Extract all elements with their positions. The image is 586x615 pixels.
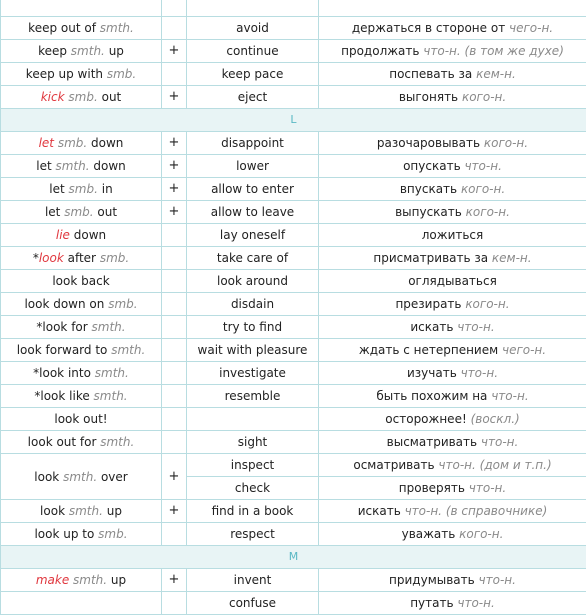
- text-segment: разочаровывать: [377, 136, 484, 150]
- translation-cell: [319, 293, 586, 316]
- translation-cell: [319, 224, 586, 247]
- separable-mark: [162, 362, 187, 385]
- placeholder-word: smb.: [107, 67, 136, 81]
- translation-cell: [319, 40, 586, 63]
- translation-cell: [319, 270, 586, 293]
- translation-cell: [319, 339, 586, 362]
- synonym-cell: sight: [187, 431, 319, 454]
- synonym-cell: avoid: [187, 17, 319, 40]
- phrase-cell: [1, 316, 162, 339]
- text-segment: look out!: [54, 412, 107, 426]
- placeholder-word: что-н.: [479, 573, 516, 587]
- separable-mark: +: [162, 454, 187, 500]
- phrase-cell: [1, 86, 162, 109]
- separable-mark: [162, 408, 187, 431]
- placeholder-word: что-н.: [491, 389, 528, 403]
- translation-cell: [319, 247, 586, 270]
- text-segment: let: [45, 205, 64, 219]
- placeholder-word: (воскл.): [471, 412, 520, 426]
- text-segment: оглядываться: [408, 274, 497, 288]
- placeholder-word: smb.: [58, 136, 87, 150]
- text-segment: down: [90, 159, 126, 173]
- text-segment: keep: [38, 44, 71, 58]
- placeholder-word: smth.: [95, 366, 129, 380]
- table-row: [1, 270, 586, 293]
- synonym-cell: look around: [187, 270, 319, 293]
- synonym-cell: try to find: [187, 316, 319, 339]
- table-row: [1, 40, 586, 63]
- separable-mark: +: [162, 132, 187, 155]
- phrase-cell: [1, 178, 162, 201]
- placeholder-word: кого-н.: [484, 136, 528, 150]
- translation-cell: [319, 178, 586, 201]
- phrase-cell: [1, 408, 162, 431]
- placeholder-word: smth.: [94, 389, 128, 403]
- placeholder-word: smth.: [63, 470, 97, 484]
- phrase-verb-highlight: let: [39, 136, 54, 150]
- text-segment: осматривать: [353, 458, 438, 472]
- text-segment: искать: [358, 504, 405, 518]
- synonym-cell: inspect: [187, 454, 319, 477]
- text-segment: up: [105, 44, 124, 58]
- placeholder-word: smb.: [108, 297, 137, 311]
- synonym-cell: continue: [187, 40, 319, 63]
- table-row: [1, 247, 586, 270]
- separable-mark: [162, 224, 187, 247]
- placeholder-word: smth.: [69, 504, 103, 518]
- phrase-cell: [1, 523, 162, 546]
- section-header-l: L: [1, 109, 586, 132]
- placeholder-word: что-н.: [461, 366, 498, 380]
- separable-mark: [162, 0, 187, 17]
- separable-mark: [162, 339, 187, 362]
- translation-cell: [319, 477, 586, 500]
- phrase-cell: [1, 17, 162, 40]
- table-row: [1, 132, 586, 155]
- text-segment: уважать: [402, 527, 460, 541]
- placeholder-word: что-н.: [457, 320, 494, 334]
- translation-cell: [319, 63, 586, 86]
- text-segment: *look like: [34, 389, 93, 403]
- text-segment: look out for: [28, 435, 101, 449]
- text-segment: out: [98, 90, 121, 104]
- synonym-cell: resemble: [187, 385, 319, 408]
- text-segment: look forward to: [17, 343, 111, 357]
- text-segment: look: [34, 470, 63, 484]
- table-row: [1, 63, 586, 86]
- text-segment: опускать: [403, 159, 464, 173]
- phrase-verb-highlight: look: [39, 251, 64, 265]
- text-segment: быть похожим на: [376, 389, 491, 403]
- translation-cell: [319, 385, 586, 408]
- phrase-cell: [1, 569, 162, 592]
- text-segment: *look into: [33, 366, 95, 380]
- table-row: [1, 431, 586, 454]
- placeholder-word: кого-н.: [465, 297, 509, 311]
- separable-mark: [162, 247, 187, 270]
- phrase-cell: [1, 224, 162, 247]
- separable-mark: [162, 63, 187, 86]
- text-segment: выгонять: [399, 90, 462, 104]
- text-segment: *look for: [36, 320, 91, 334]
- text-segment: продолжать: [341, 44, 423, 58]
- separable-mark: [162, 385, 187, 408]
- table-row: [1, 0, 586, 17]
- text-segment: присматривать за: [373, 251, 492, 265]
- phrase-cell: [1, 500, 162, 523]
- translation-cell: [319, 201, 586, 224]
- text-segment: keep up with: [26, 67, 107, 81]
- section-row-m: [1, 546, 586, 569]
- synonym-cell: lay oneself: [187, 224, 319, 247]
- phrase-cell: [1, 155, 162, 178]
- synonym-cell: find in a book: [187, 500, 319, 523]
- text-segment: высматривать: [387, 435, 481, 449]
- section-header-m: M: [1, 546, 586, 569]
- placeholder-word: (дом и т.п.): [480, 458, 552, 472]
- translation-cell: [319, 17, 586, 40]
- synonym-cell: wait with pleasure: [187, 339, 319, 362]
- phrase-cell: [1, 293, 162, 316]
- table-row: [1, 454, 586, 477]
- translation-cell: [319, 316, 586, 339]
- phrase-verb-highlight: lie: [56, 228, 70, 242]
- table-row: [1, 362, 586, 385]
- table-row: [1, 316, 586, 339]
- translation-cell: [319, 132, 586, 155]
- placeholder-word: (в том же духе): [465, 44, 564, 58]
- text-segment: down: [87, 136, 123, 150]
- translation-cell: [319, 431, 586, 454]
- text-segment: up: [107, 573, 126, 587]
- separable-mark: [162, 316, 187, 339]
- text-segment: искать: [410, 320, 457, 334]
- phrase-cell: [1, 362, 162, 385]
- placeholder-word: что-н.: [423, 44, 460, 58]
- text-segment: out: [94, 205, 117, 219]
- text-segment: ждать с нетерпением: [359, 343, 502, 357]
- text-segment: down: [70, 228, 106, 242]
- synonym-cell: invent: [187, 569, 319, 592]
- placeholder-word: smth.: [92, 320, 126, 334]
- synonym-cell: [187, 408, 319, 431]
- synonym-cell: allow to enter: [187, 178, 319, 201]
- placeholder-word: кем-н.: [476, 67, 516, 81]
- table-row: [1, 569, 586, 592]
- synonym-cell: disappoint: [187, 132, 319, 155]
- phrase-cell: [1, 431, 162, 454]
- separable-mark: [162, 523, 187, 546]
- placeholder-word: чего-н.: [509, 21, 553, 35]
- text-segment: look: [40, 504, 69, 518]
- text-segment: путать: [410, 596, 457, 610]
- separable-mark: [162, 17, 187, 40]
- translation-cell: [319, 454, 586, 477]
- table-row: [1, 523, 586, 546]
- synonym-cell: eject: [187, 86, 319, 109]
- section-row-l: [1, 109, 586, 132]
- placeholder-word: smth.: [111, 343, 145, 357]
- placeholder-word: что-н.: [405, 504, 442, 518]
- phrase-verb-highlight: make: [36, 573, 69, 587]
- placeholder-word: smb.: [64, 205, 93, 219]
- translation-cell: [319, 155, 586, 178]
- text-segment: впускать: [400, 182, 461, 196]
- placeholder-word: что-н.: [464, 159, 501, 173]
- text-segment: in: [98, 182, 113, 196]
- synonym-cell: take care of: [187, 247, 319, 270]
- synonym-cell: allow to leave: [187, 201, 319, 224]
- table-row: [1, 201, 586, 224]
- text-segment: ложиться: [422, 228, 484, 242]
- text-segment: выпускать: [395, 205, 466, 219]
- text-segment: проверять: [399, 481, 469, 495]
- table-row: [1, 293, 586, 316]
- text-segment: after: [64, 251, 100, 265]
- separable-mark: [162, 592, 187, 615]
- placeholder-word: чего-н.: [502, 343, 546, 357]
- placeholder-word: smb.: [68, 90, 97, 104]
- placeholder-word: кого-н.: [459, 527, 503, 541]
- separable-mark: +: [162, 569, 187, 592]
- text-segment: осторожнее!: [385, 412, 470, 426]
- synonym-cell: check: [187, 477, 319, 500]
- phrase-cell: [1, 454, 162, 500]
- text-segment: придумывать: [389, 573, 479, 587]
- placeholder-word: smb.: [69, 182, 98, 196]
- separable-mark: +: [162, 86, 187, 109]
- table-row: [1, 86, 586, 109]
- synonym-cell: [187, 0, 319, 17]
- placeholder-word: что-н.: [481, 435, 518, 449]
- placeholder-word: кем-н.: [492, 251, 532, 265]
- placeholder-word: кого-н.: [462, 90, 506, 104]
- placeholder-word: кого-н.: [466, 205, 510, 219]
- separable-mark: +: [162, 40, 187, 63]
- translation-cell: [319, 0, 586, 17]
- placeholder-word: smth.: [100, 21, 134, 35]
- placeholder-word: smth.: [55, 159, 89, 173]
- phrase-cell: [1, 0, 162, 17]
- separable-mark: +: [162, 500, 187, 523]
- placeholder-word: (в справочнике): [446, 504, 547, 518]
- table-row: [1, 592, 586, 615]
- synonym-cell: investigate: [187, 362, 319, 385]
- phrase-cell: [1, 339, 162, 362]
- placeholder-word: кого-н.: [461, 182, 505, 196]
- synonym-cell: respect: [187, 523, 319, 546]
- table-row: [1, 224, 586, 247]
- text-segment: поспевать за: [389, 67, 476, 81]
- synonym-cell: confuse: [187, 592, 319, 615]
- phrase-cell: [1, 592, 162, 615]
- table-row: [1, 155, 586, 178]
- phrase-cell: [1, 270, 162, 293]
- placeholder-word: что-н.: [469, 481, 506, 495]
- text-segment: look back: [52, 274, 109, 288]
- placeholder-word: smb.: [98, 527, 127, 541]
- phrase-verb-highlight: kick: [41, 90, 65, 104]
- separable-mark: +: [162, 201, 187, 224]
- translation-cell: [319, 362, 586, 385]
- text-segment: over: [97, 470, 128, 484]
- separable-mark: +: [162, 155, 187, 178]
- translation-cell: [319, 592, 586, 615]
- phrase-cell: [1, 40, 162, 63]
- translation-cell: [319, 86, 586, 109]
- text-segment: let: [36, 159, 55, 173]
- phrase-cell: [1, 201, 162, 224]
- synonym-cell: lower: [187, 155, 319, 178]
- translation-cell: [319, 523, 586, 546]
- placeholder-word: smth.: [73, 573, 107, 587]
- table-row: [1, 385, 586, 408]
- text-segment: up: [103, 504, 122, 518]
- translation-cell: [319, 500, 586, 523]
- phrase-cell: [1, 385, 162, 408]
- separable-mark: +: [162, 178, 187, 201]
- translation-cell: [319, 569, 586, 592]
- text-segment: let: [49, 182, 68, 196]
- separable-mark: [162, 270, 187, 293]
- placeholder-word: что-н.: [457, 596, 494, 610]
- synonym-cell: keep pace: [187, 63, 319, 86]
- table-row: [1, 17, 586, 40]
- phrase-cell: [1, 132, 162, 155]
- placeholder-word: что-н.: [438, 458, 475, 472]
- table-row: [1, 500, 586, 523]
- translation-cell: [319, 408, 586, 431]
- phrase-cell: [1, 63, 162, 86]
- text-segment: презирать: [395, 297, 465, 311]
- text-segment: look up to: [34, 527, 98, 541]
- placeholder-word: smth.: [100, 435, 134, 449]
- table-row: [1, 408, 586, 431]
- phrase-cell: [1, 247, 162, 270]
- text-segment: look down on: [24, 297, 108, 311]
- table-row: [1, 178, 586, 201]
- placeholder-word: smb.: [100, 251, 129, 265]
- text-segment: *: [33, 251, 39, 265]
- separable-mark: [162, 431, 187, 454]
- text-segment: keep out of: [28, 21, 100, 35]
- separable-mark: [162, 293, 187, 316]
- placeholder-word: smth.: [71, 44, 105, 58]
- text-segment: держаться в стороне от: [352, 21, 509, 35]
- synonym-cell: disdain: [187, 293, 319, 316]
- table-row: [1, 339, 586, 362]
- text-segment: изучать: [407, 366, 461, 380]
